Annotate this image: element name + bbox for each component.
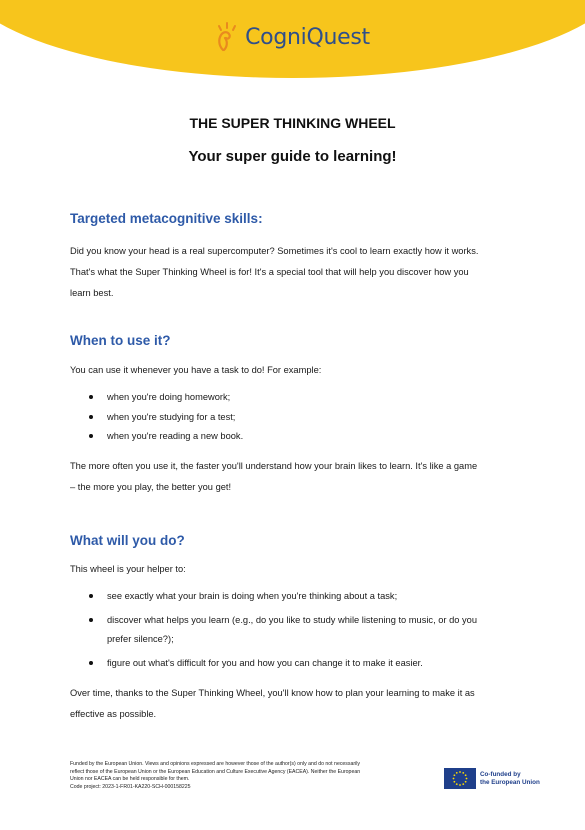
logo <box>0 20 585 54</box>
list-item: when you're reading a new book. <box>70 427 520 447</box>
lightbulb-logo-icon <box>215 20 241 54</box>
brand-name: CogniQuest <box>245 24 370 50</box>
skills-line: Did you know your head is a real supercomputer? Sometimes it's cool to learn exactly how it works. <box>70 246 479 256</box>
eu-star <box>465 781 467 783</box>
eu-star <box>456 772 458 774</box>
what-closing-line: effective as possible. <box>70 708 157 719</box>
list-item: figure out what's difficult for you and how you can change it to make it easier. <box>70 654 520 674</box>
eu-star <box>466 778 468 780</box>
what-heading: What will you do? <box>70 532 185 548</box>
eu-star <box>462 783 464 785</box>
eu-label-line: the European Union <box>480 778 540 786</box>
eu-star <box>465 774 467 776</box>
eu-star <box>453 774 455 776</box>
list-item: see exactly what your brain is doing when you're thinking about a task; <box>70 587 520 607</box>
eu-star <box>456 783 458 785</box>
when-closing-line: The more often you use it, the faster you'll understand how your brain likes to learn. It's like a game <box>70 460 478 471</box>
list-item: when you're doing homework; <box>70 388 520 408</box>
bullet-icon <box>89 661 93 665</box>
skills-line: That's what the Super Thinking Wheel is for! It's a special tool that will help you discover how you <box>70 267 469 277</box>
list-item: when you're studying for a test; <box>70 408 520 428</box>
main-content <box>70 211 520 725</box>
eu-star <box>453 778 455 780</box>
bullet-icon <box>89 618 93 622</box>
skills-heading: Targeted metacognitive skills: <box>70 211 263 226</box>
bullet-icon <box>89 395 93 399</box>
bullet-icon <box>89 415 93 419</box>
when-list <box>70 388 520 447</box>
document-title: THE SUPER THINKING WHEEL <box>189 115 396 131</box>
eu-star <box>459 784 461 786</box>
eu-label-line: Co-funded by <box>480 770 521 778</box>
eu-star <box>459 771 461 773</box>
when-intro: You can use it whenever you have a task to do! For example: <box>70 365 322 375</box>
what-closing <box>70 683 520 725</box>
funding-disclaimer: Funded by the European Union. Views and opinions expressed are however those of the author(s) only and do not necessarily reflect those of the European Union or the European Education and Culture Executive Agency (EACEA). Neither the European Union nor EACEA can be held responsible for them. Code project: 2023-1-FR01-KA220-SCH-000158225 <box>70 761 361 790</box>
what-list <box>70 587 520 674</box>
what-closing-line: Over time, thanks to the Super Thinking Wheel, you'll know how to plan your learning to make it as <box>70 687 475 698</box>
when-closing <box>70 456 520 498</box>
bullet-icon <box>89 434 93 438</box>
what-intro: This wheel is your helper to: <box>70 563 186 574</box>
eu-cofunded-logo <box>444 768 540 789</box>
eu-flag-icon <box>444 768 476 789</box>
list-item: discover what helps you learn (e.g., do you like to study while listening to music, or do you prefer silence?); <box>70 611 520 649</box>
document-subtitle: Your super guide to learning! <box>188 148 397 165</box>
skills-paragraph <box>70 241 520 304</box>
eu-star <box>462 772 464 774</box>
when-closing-line: – the more you play, the better you get! <box>70 481 232 492</box>
bullet-icon <box>89 594 93 598</box>
eu-star <box>453 781 455 783</box>
skills-line: learn best. <box>70 288 114 298</box>
when-heading: When to use it? <box>70 333 171 348</box>
